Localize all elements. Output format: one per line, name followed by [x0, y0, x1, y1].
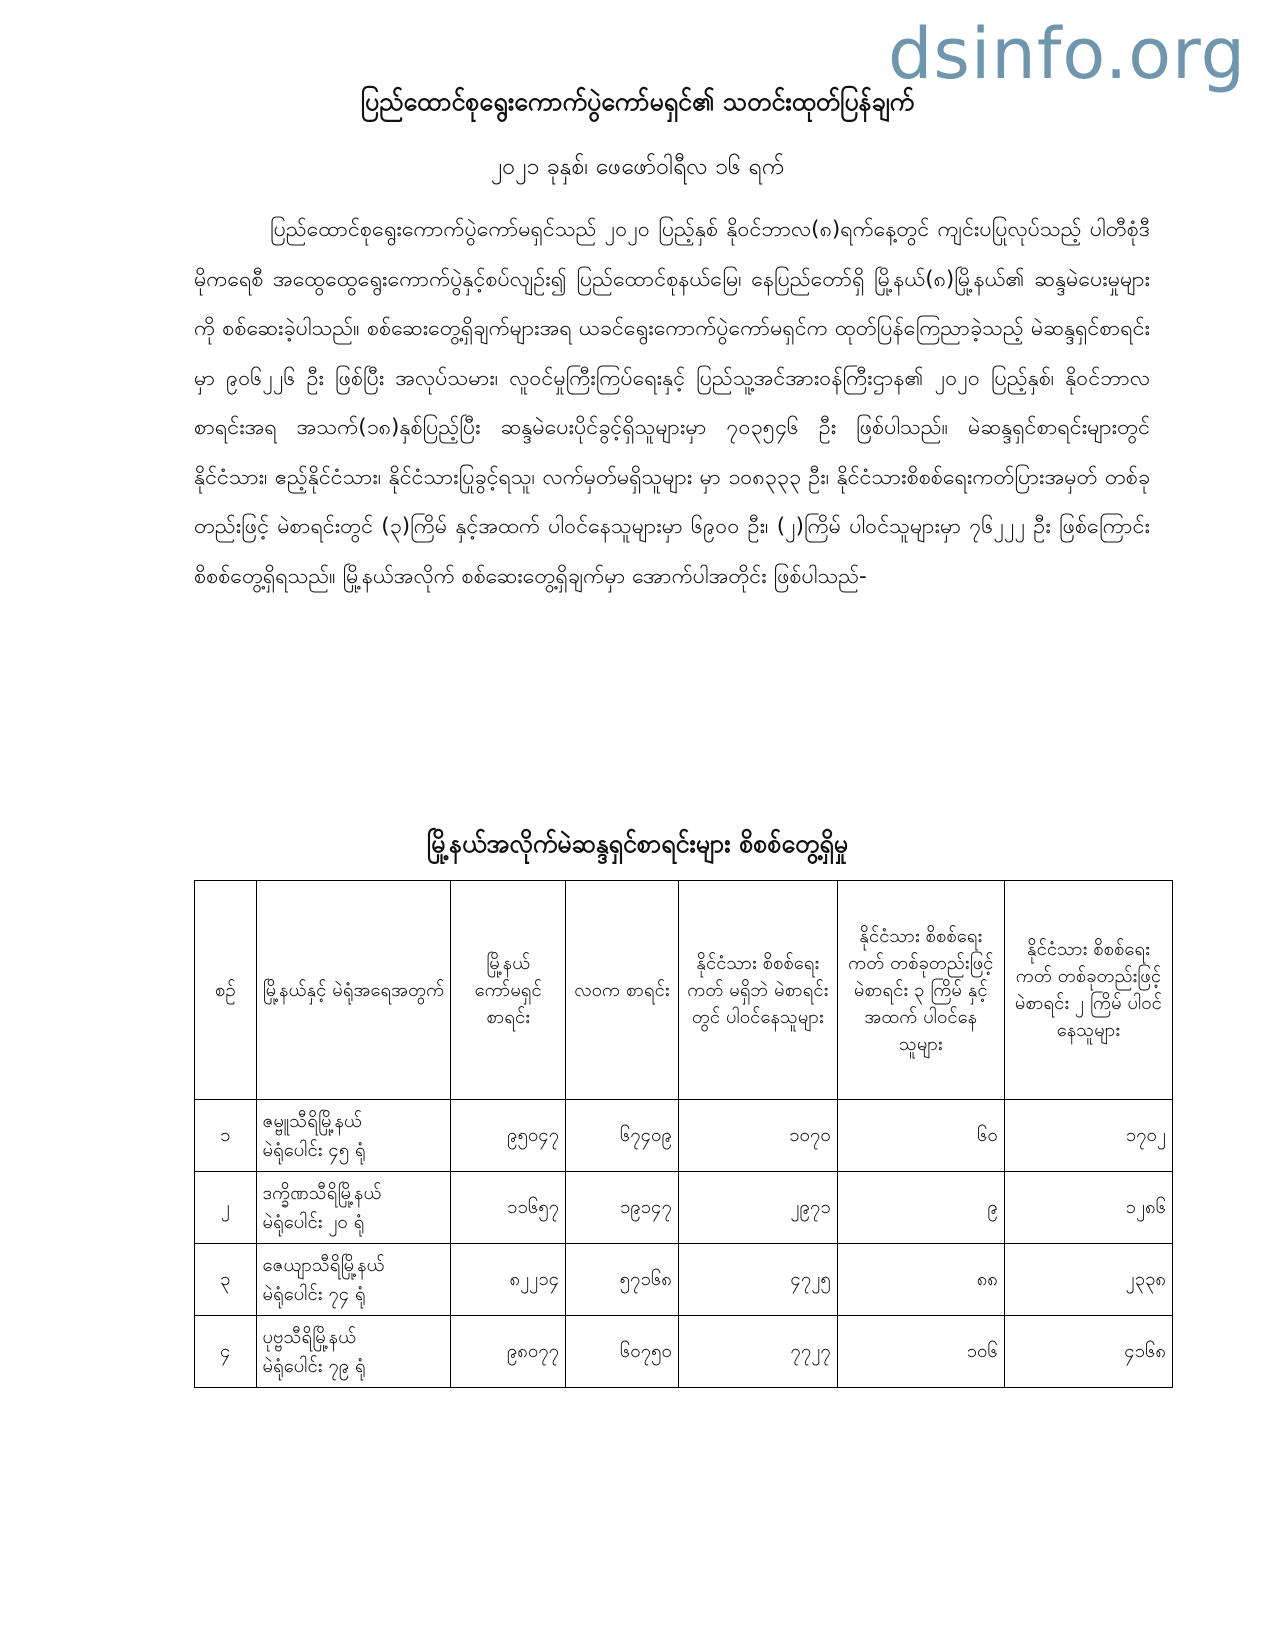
- document-date: ၂၀၂၁ ခုနှစ်၊ ဖေဖော်ဝါရီလ ၁၆ ရက်: [490, 154, 785, 180]
- township-name: ပုဗ္ဗသီရိမြို့နယ်: [262, 1326, 357, 1348]
- cell-immigration: ၅၇၁၆၈: [566, 1244, 679, 1316]
- polling-stations: မဲရုံပေါင်း ၄၅ ရုံ: [262, 1139, 366, 1161]
- township-name: ဇေယျာသီရိမြို့နယ်: [262, 1254, 385, 1276]
- table-row: [195, 1172, 1173, 1244]
- table-row: [195, 1244, 1173, 1316]
- cell-no-card: ၄၇၂၅: [678, 1244, 837, 1316]
- body-paragraph: ပြည်ထောင်စုရွေးကောက်ပွဲကော်မရှင်သည် ၂၀၂၀ ပြည့်နှစ် နိုဝင်ဘာလ(၈)ရက်နေ့တွင် ကျင်းပပြုလုပ်သည့် ပါတီစုံဒီမိုကရေစီ အထွေထွေရွေးကောက်ပွဲနှင့်စပ်လျဉ်း၍ ပြည်ထောင်စုနယ်မြေ၊ နေပြည်တော်ရှိ မြို့နယ်(၈)မြို့နယ်၏ ဆန္ဒမဲပေးမှုများကို စစ်ဆေးခဲ့ပါသည်။ စစ်ဆေးတွေ့ရှိချက်များအရ ယခင်ရွေးကောက်ပွဲကော်မရှင်က ထုတ်ပြန်ကြေညာခဲ့သည့် မဲဆန္ဒရှင်စာရင်းမှာ ၉၀၆၂၂၆ ဦး ဖြစ်ပြီး အလုပ်သမား၊ လူဝင်မှုကြီးကြပ်ရေးနှင့် ပြည်သူ့အင်အားဝန်ကြီးဌာန၏ ၂၀၂၀ ပြည့်နှစ်၊ နိုဝင်ဘာလ စာရင်းအရ အသက်(၁၈)နှစ်ပြည့်ပြီး ဆန္ဒမဲပေးပိုင်ခွင့်ရှိသူများမှာ ၇၀၃၅၄၆ ဦး ဖြစ်ပါသည်။ မဲဆန္ဒရှင်စာရင်းများတွင် နိုင်ငံသား၊ ဧည့်နိုင်ငံသား၊ နိုင်ငံသားပြုခွင့်ရသူ၊ လက်မှတ်မရှိသူများ မှာ ၁၀၈၃၃၃ ဦး၊ နိုင်ငံသားစိစစ်ရေးကတ်ပြားအမှတ် တစ်ခုတည်းဖြင့် မဲစာရင်းတွင် (၃)ကြိမ် နှင့်အထက် ပါဝင်နေသူများမှာ ၆၉၀၀ ဦး၊ (၂)ကြိမ် ပါဝင်သူများမှာ ၇၆၂၂၂ ဦး ဖြစ်ကြောင်း စိစစ်တွေ့ရှိရသည်။ မြို့နယ်အလိုက် စစ်ဆေးတွေ့ရှိချက်မှာ အောက်ပါအတိုင်း ဖြစ်ပါသည်-: [194, 217, 1150, 589]
- header-township: မြို့နယ်နှင့် မဲရုံအရေအတွက်: [256, 881, 451, 1100]
- cell-no-card: ၇၇၂၇: [678, 1316, 837, 1388]
- section-title: မြို့နယ်အလိုက်မဲဆန္ဒရှင်စာရင်းများ စိစစ်တွေ့ရှိမှု: [426, 829, 849, 858]
- header-commission-list: မြို့နယ် ကော်မရှင် စာရင်း: [451, 881, 566, 1100]
- township-name: ဒက္ခိဏသီရိမြို့နယ်: [262, 1182, 382, 1204]
- cell-immigration: ၁၉၁၄၇: [566, 1172, 679, 1244]
- cell-two-times: ၁၂၈၆: [1004, 1172, 1172, 1244]
- cell-three-times: ၉: [837, 1172, 1004, 1244]
- cell-serial: ၃: [195, 1244, 257, 1316]
- cell-two-times: ၁၇၀၂: [1004, 1100, 1172, 1172]
- header-no-card: နိုင်ငံသား စိစစ်ရေးကတ် မရှိဘဲ မဲစာရင်းတွင် ပါဝင်နေသူများ: [678, 881, 837, 1100]
- cell-township: [256, 1316, 451, 1388]
- cell-three-times: ၈၈: [837, 1244, 1004, 1316]
- header-immigration-list: လဝက စာရင်း: [566, 881, 679, 1100]
- cell-commission: ၈၂၂၁၄: [451, 1244, 566, 1316]
- header-two-times: နိုင်ငံသား စိစစ်ရေးကတ် တစ်ခုတည်းဖြင့် မဲစာရင်း ၂ ကြိမ် ပါဝင်နေသူများ: [1004, 881, 1172, 1100]
- cell-township: [256, 1172, 451, 1244]
- table-row: [195, 1100, 1173, 1172]
- table-header-row: [195, 881, 1173, 1100]
- cell-three-times: ၁၀၆: [837, 1316, 1004, 1388]
- cell-commission: ၉၈၀၇၇: [451, 1316, 566, 1388]
- cell-commission: ၉၅၀၄၇: [451, 1100, 566, 1172]
- cell-serial: ၄: [195, 1316, 257, 1388]
- polling-stations: မဲရုံပေါင်း ၇၄ ရုံ: [262, 1283, 366, 1305]
- polling-stations: မဲရုံပေါင်း ၂၀ ရုံ: [262, 1211, 365, 1233]
- township-voter-table: [194, 880, 1173, 1388]
- table-row: [195, 1316, 1173, 1388]
- header-serial: စဉ်: [195, 881, 257, 1100]
- cell-three-times: ၆၀: [837, 1100, 1004, 1172]
- document-title: ပြည်ထောင်စုရွေးကောက်ပွဲကော်မရှင်၏ သတင်းထုတ်ပြန်ချက်: [360, 87, 915, 116]
- cell-serial: ၂: [195, 1172, 257, 1244]
- cell-immigration: ၆၇၄၀၉: [566, 1100, 679, 1172]
- watermark-logo: dsinfo.org: [888, 13, 1247, 95]
- cell-commission: ၁၁၆၅၇: [451, 1172, 566, 1244]
- township-name: ဇမ္ဗူသီရိမြို့နယ်: [262, 1110, 362, 1132]
- cell-immigration: ၆၀၇၅၀: [566, 1316, 679, 1388]
- cell-two-times: ၄၁၆၈: [1004, 1316, 1172, 1388]
- header-three-times: နိုင်ငံသား စိစစ်ရေးကတ် တစ်ခုတည်းဖြင့် မဲစာရင်း ၃ ကြိမ် နှင့်အထက် ပါဝင်နေသူများ: [837, 881, 1004, 1100]
- cell-two-times: ၂၃၃၈: [1004, 1244, 1172, 1316]
- cell-township: [256, 1244, 451, 1316]
- cell-township: [256, 1100, 451, 1172]
- cell-no-card: ၁၀၇၀: [678, 1100, 837, 1172]
- cell-no-card: ၂၉၇၁: [678, 1172, 837, 1244]
- polling-stations: မဲရုံပေါင်း ၇၉ ရုံ: [262, 1355, 366, 1377]
- cell-serial: ၁: [195, 1100, 257, 1172]
